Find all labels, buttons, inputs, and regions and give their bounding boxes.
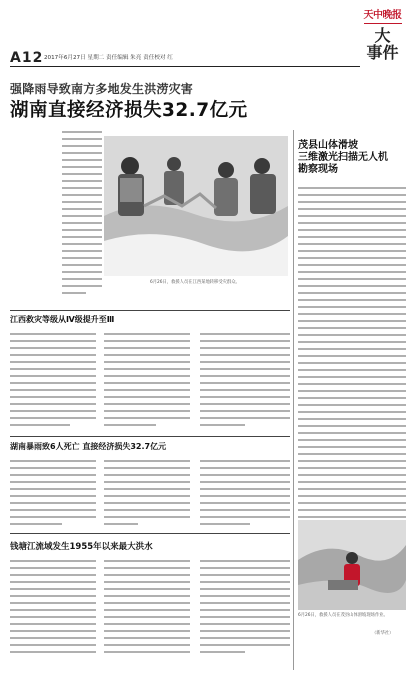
section-1-rule — [10, 310, 290, 311]
landslide-image — [298, 520, 406, 610]
main-photo-caption: 6月26日，救援人员在江西某地转移受灾群众。 — [150, 280, 240, 285]
header-rule — [10, 66, 360, 67]
section-name-1: 大 — [374, 26, 391, 45]
side-story — [298, 140, 406, 530]
side-photo-caption: 6月26日，救援人员在茂县山体滑坡现场作业。 — [298, 613, 388, 618]
side-photo-credit: （新华社） — [372, 631, 394, 636]
page-header — [0, 0, 415, 72]
section-3-title: 钱塘江流域发生1955年以来最大洪水 — [10, 542, 153, 552]
section-name-2: 事件 — [366, 43, 399, 62]
main-photo — [104, 136, 288, 276]
intro-column — [62, 128, 102, 308]
section-2-col-3 — [200, 455, 290, 533]
section-3-rule — [10, 533, 290, 534]
section-3-col-3 — [200, 555, 290, 667]
section-2-col-1 — [10, 455, 96, 533]
side-story-text — [298, 182, 406, 530]
column-divider — [293, 130, 294, 670]
section-2-col-2 — [104, 455, 190, 533]
section-logo — [360, 6, 405, 68]
side-headline-3: 勘察现场 — [298, 164, 338, 175]
section-3-col-1 — [10, 555, 96, 667]
page-number: A12 — [10, 50, 44, 66]
section-3-col-2 — [104, 555, 190, 667]
section-1-col-3 — [200, 328, 290, 436]
issue-meta: 2017年6月27日 星期二 责任编辑 朱亮 责任校对 红 — [44, 55, 173, 61]
side-headline-1: 茂县山体滑坡 — [298, 140, 358, 151]
intro-text — [62, 128, 102, 308]
side-headline-2: 三维激光扫描无人机 — [298, 152, 388, 163]
side-photo — [298, 520, 406, 610]
lead-headline: 湖南直接经济损失32.7亿元 — [10, 100, 248, 121]
section-1-col-1 — [10, 328, 96, 436]
section-2-title: 湖南暴雨致6人死亡 直接经济损失32.7亿元 — [10, 442, 167, 451]
section-2-rule — [10, 436, 290, 437]
lead-subhead: 强降雨导致南方多地发生洪涝灾害 — [10, 82, 194, 96]
flood-rescue-image — [104, 136, 288, 276]
logo-rule — [364, 23, 402, 24]
brand-name: 天中晚报 — [363, 10, 402, 21]
section-1-title: 江西救灾等级从Ⅳ级提升至Ⅲ — [10, 315, 115, 324]
section-1-col-2 — [104, 328, 190, 436]
